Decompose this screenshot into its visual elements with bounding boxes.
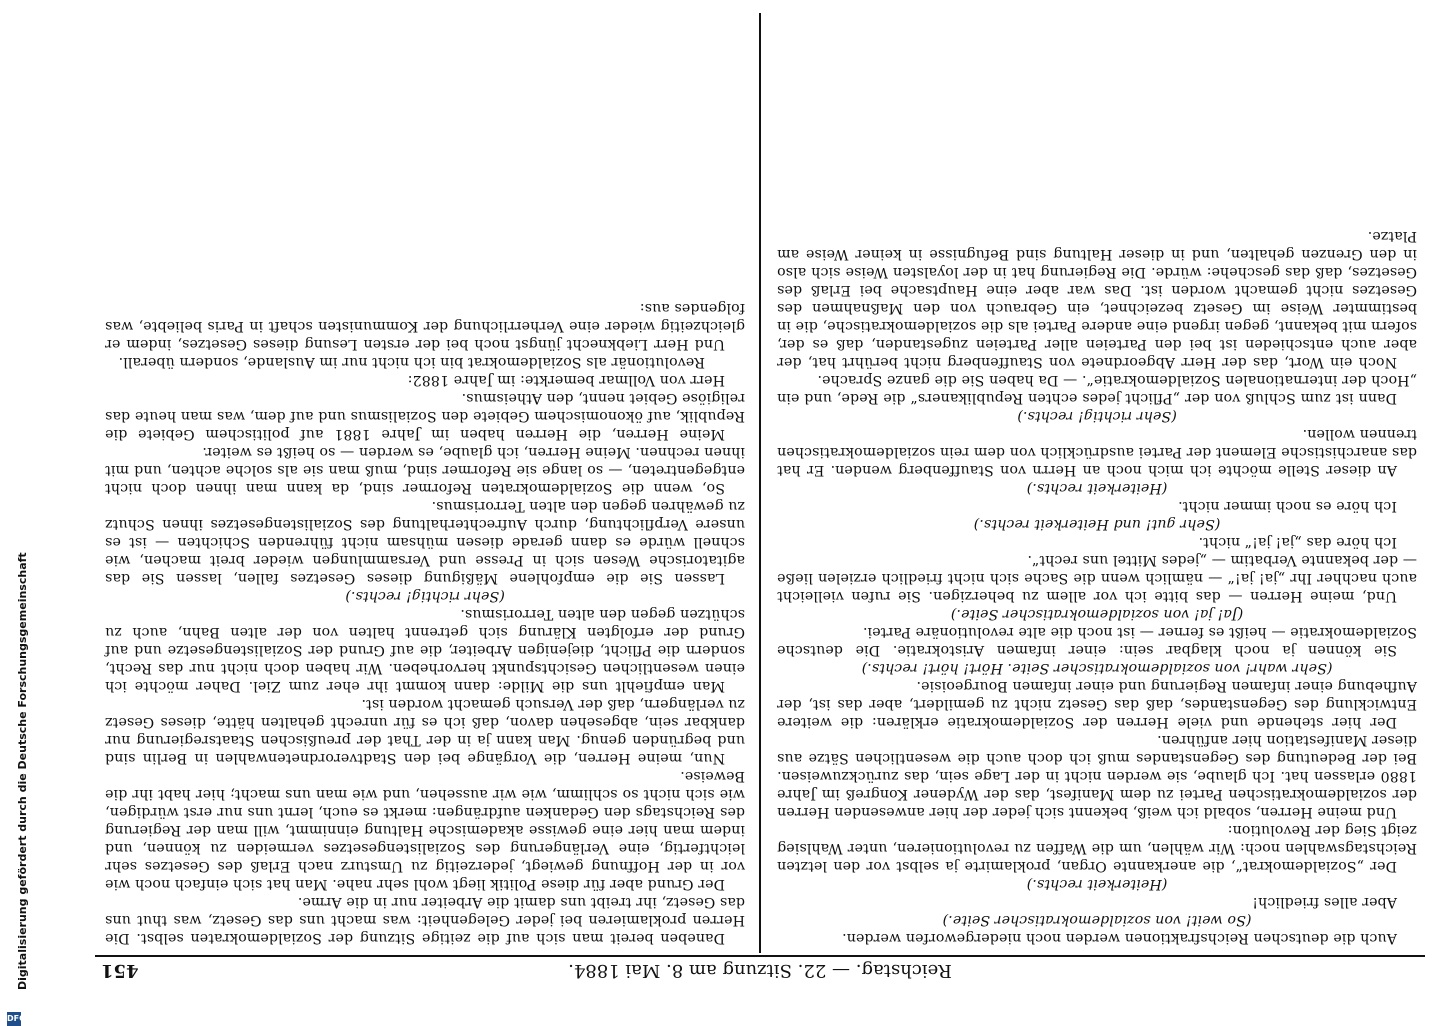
paragraph: An dieser Stelle möchte ich mich noch an Herrn von Stauffenberg wenden. Er hat das anarchistische Element der Partei ausdrücklich von dem rein sozialdemokratischen trennen wollen. — [777, 426, 1417, 478]
paragraph: Der „Sozialdemokrat“, die anerkannte Organ, proklamirte ja selbst vor den letzten Reichstagswahlen noch: Wir wählen, um die Waffen zu revolutionieren, unter Wahlsieg zeigt Sieg der Revolution: — [777, 822, 1417, 874]
rotated-page-content — [95, 10, 1425, 985]
interjection: (Heiterkeit rechts.) — [1026, 480, 1168, 496]
paragraph: Sie können ja noch klagbar sein: einer infamen Aristokratie. Die deutsche Sozialdemokratie — heißt es ferner — ist noch die alte revolutionäre Partei. — [777, 624, 1417, 658]
paragraph: Nun, meine Herren, die Vorgänge bei den Stadtverordnetenwahlen in Berlin sind und begründen genug. Man kann ja in der That der preußischen Staatsregierung nur dankbar sein, abgesehen davon, daß ich es für unrecht gehalten hätte, dieses Gesetz zu verlängern, daß der Versuch gemacht worden ist. — [105, 696, 745, 766]
dfg-logo: DFG — [7, 1012, 21, 1026]
interjection: (Sehr gut! und Heiterkeit rechts.) — [973, 516, 1221, 532]
paragraph: Und meine Herren, sobald ich weiß, bekennt sich jeder der hier anwesenden Herren der sozialdemokratischen Partei zu dem Manifest, das der Wydener Kongreß im Jahre 1880 erlassen hat. Ich glaube, sie werden nicht in der Lage sein, das zurückzuweisen. Bei der Bedeutung des Gegenstandes muß ich doch auch die wesentlichen Sätze aus dieser Manifestation hier anführen. — [777, 732, 1417, 820]
interjection: (Heiterkeit rechts.) — [1026, 876, 1168, 892]
text-column-left — [777, 227, 1417, 947]
paragraph: Ich höre das „ja! ja!“ nicht. — [1198, 534, 1397, 550]
paragraph: Revolutionär als Sozialdemokrat bin ich nicht nur im Auslande, sondern überall. — [118, 354, 705, 370]
paragraph: Der hier stehende und viele Herren der Sozialdemokratie erklären: die weitere Entwicklung des Gegenstandes, daß das Gesetz nicht zu gemildert, aber das ist, der Aufhebung einer infamen Regierung und einer infamen Bourgeoisie. — [777, 678, 1417, 730]
paragraph: Noch ein Wort, das der Herr Abgeordnete von Stauffenberg nicht berührt hat, der aber auch entschieden ist bei den Parteien aller Parteien zugestanden, daß es der, sofern mit bekannt, gegen irgend eine andere Partei als die sozialdemokratische, die in bestimmter Weise im Gesetz bezeichnet, ein Gebrauch von den Maßnahmen des Gesetzes nicht gemacht worden ist. Das war aber eine Hauptsache bei Erlaß des Gesetzes, daß das geschehe: würde. Die Regierung hat in der loyalsten Weise sich also in den Grenzen gehalten, und in dieser Haltung sind Befugnisse in keiner Weise am Platze. — [777, 228, 1417, 370]
paragraph: Lassen Sie die empfohlene Mäßigung dieses Gesetzes fallen, lassen Sie das agitatorische Wesen sich in Presse und Versammlungen wieder breit machen, wie schnell würde es dann gerade diesen mühsam nicht führenden Schichten — ist es unsere Verpflichtung, durch Aufrechterhaltung des Sozialistengesetzes ihnen Schutz zu gewähren gegen den alten Terrorismus. — [105, 498, 745, 586]
paragraph: Und, meine Herren — das bitte ich vor allem zu beherzigen. Sie rufen vielleicht auch nachher Ihr „ja! ja!“ — nämlich wenn die Sache sich nicht friedlich erzielen ließe — der bekannte Verbatim — „jedes Mittel uns recht“. — [777, 552, 1417, 604]
interjection: (Sehr richtig! rechts.) — [345, 588, 505, 604]
paragraph: Meine Herren, die Herren haben im Jahre 1881 auf politischem Gebiete die Republik, auf ökonomischem Gebiete den Sozialismus und auf dem, was man heute das religiöse Gebiet nennt, den Atheismus. — [105, 390, 745, 442]
paragraph: Ich höre es noch immer nicht. — [1177, 498, 1397, 514]
running-header — [95, 955, 1425, 981]
paragraph: Der Grund aber für diese Politik liegt wohl sehr nahe. Man hat sich einfach noch wie vor in der Hoffnung gewiegt, jederzeitig zu Umsturz nach Erlaß des Gesetzes sehr leichtfertig, eine Verlängerung des Sozialistengesetzes vermeiden zu können, und indem man hier eine gewisse akademische Haltung einnimmt, will man der Regierung des Reichstags den Gedanken aufdrängen: merkt es euch, lernt uns nur erst würdigen, wie sich nicht so schlimm, wie wir aussehen, und wie man uns macht; hier habt ihr die Beweise. — [105, 768, 745, 892]
paragraph: Herr von Vollmar bemerkte: im Jahre 1882: — [407, 372, 725, 388]
column-divider — [759, 13, 761, 953]
paragraph: Auch die deutschen Reichsfraktionen werden noch niedergeworfen werden. — [842, 930, 1397, 946]
interjection: (So weit! von sozialdemokratischer Seite.) — [942, 912, 1252, 928]
paragraph: Dann ist zum Schluß von der „Pflicht jedes echten Republikaners“ die Rede, und ein „Hoch der internationalen Sozialdemokratie“. — Da haben Sie die ganze Sprache. — [777, 372, 1417, 406]
interjection: (Sehr richtig! rechts.) — [1017, 408, 1177, 424]
header-title: Reichstag. — 22. Sitzung am 8. Mai 1884. — [568, 960, 952, 981]
digitization-credit — [4, 40, 29, 1023]
paragraph: Und Herr Liebknecht jüngst noch bei der ersten Lesung dieses Gesetzes, indem er gleichzeitig wieder eine Verherrlichung der Kommunisten schaft in Paris beliebte, was folgendes aus: — [105, 300, 745, 352]
paragraph: Man empfiehlt uns die Milde: dann kommt ihr eher zum Ziel. Daher möchte ich einen wesentlichen Gesichtspunkt hervorheben. Wir haben doch nicht nur das Recht, sondern die Pflicht, diejenigen Arbeiter, die auf Grund der Sozialistengesetze und auf Grund der erfolgten Klärung sich getrennt halten von der alten Bahn, auch zu schützen gegen den alten Terrorismus. — [105, 606, 745, 694]
paragraph: Daneben bereit man sich auf die zeitige Sitzung der Sozialdemokraten selbst. Die Herren proklamieren bei jeder Gelegenheit: was macht uns das Gesetz, was thut uns das Gesetz, ihr treibt uns damit die Arbeiter nur in die Arme. — [105, 894, 745, 946]
paragraph: So, wenn die Sozialdemokraten Reformer sind, da kann man ihnen doch nicht entgegentreten, — so lange sie Reformer sind, muß man sie als solche achten, und mit ihnen rechnen. Meine Herren, ich glaube, es werden — so heißt es weiter. — [105, 444, 745, 496]
text-column-right — [105, 299, 745, 947]
page-number: 451 — [101, 960, 139, 981]
interjection: (Ja! ja! von sozialdemokratischer Seite.) — [950, 606, 1244, 622]
funding-note: Digitalisierung gefördert durch die Deutsche Forschungsgemeinschaft — [16, 552, 29, 990]
paragraph: Aber alles friedlich! — [1252, 894, 1397, 910]
interjection: (Sehr wahr! von sozialdemokratischer Seite. Hört! hört! rechts.) — [861, 660, 1333, 676]
